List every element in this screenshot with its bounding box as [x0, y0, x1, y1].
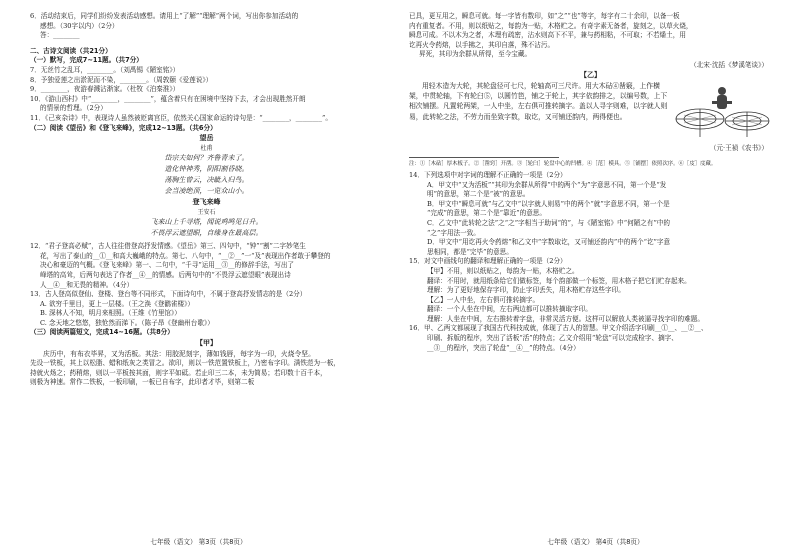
q12-line: 决心和豪迈的气概。《登飞来峰》第一、二句中，“千寻”运用__③__的修辞手法，写出了 — [40, 261, 295, 270]
q14-option-a: A．甲文中“又为活板”“其印为余群从所得”中的两个“为”字意思不同，第一个是“发 — [427, 180, 667, 189]
q12-line: 峰塔的高耸，后两句表达了作者__④__的情感。后两句中的“不畏浮云遮望眼”表现出诗 — [40, 270, 291, 279]
poem2-line: 飞来山上千寻塔，闻说鸡鸣见日升。 — [150, 218, 263, 227]
q15-jia-understanding: 理解：为了更好地保存字印，防止字印丢失，用木格贮存这些字印。 — [427, 286, 625, 295]
q9: 9．________，夜游春溅沾渐家。（杜牧《泊秦淮》） — [30, 85, 180, 94]
q12-line: 人__④__和无畏的精神。（4分） — [40, 280, 134, 289]
q16-line: 印刷、拆版的程序，突出了活板“活”的特点；乙文介绍用“轮盘”可以完成检字、摘字、 — [427, 334, 678, 343]
jia-text-line: 则极为神速。常作二铁板，一板印刷，一板已自布字，此印者才毕，则第二板 — [30, 378, 255, 387]
q14-option-d: D．甲文中“用讫再火令药熔”和乙文中“字数取讫，又可铺还韵内”中的两个“讫”字意 — [427, 238, 671, 247]
q15-stem: 15．对文中画线句的翻译和理解正确的一项是（2分） — [409, 257, 567, 266]
jia-cont-line: 讫再火令药熔，以手拂之，其印自落，殊不沾污。 — [409, 40, 555, 49]
section2-sub3: （三）阅读两篇短文，完成14~16题。（共8分） — [30, 328, 174, 337]
q6-line2: 感想。（30字以内）（2分） — [40, 21, 119, 30]
q13-option-b: B. 深林人不知，明月来相照。（王维《竹里馆》） — [40, 309, 181, 318]
q6-answer: 答：________ — [40, 31, 80, 40]
section2-sub2: （二）阅读《望岳》和《登飞来峰》，完成12~13题。（共6分） — [30, 123, 217, 132]
poem1-title: 望岳 — [199, 134, 214, 143]
jia-text-line: 持就火炀之；药稍熔，则以一平板按其面，则字平如砥。若止印三二本，未为简易；若印数十百千本， — [30, 368, 327, 377]
yi-text: 用轻木造为大轮，其轮盘径可七尺，轮轴高可三尺许。用大木砧④凿竅，上作横架，中贯轮轴，下有轮臼⑤，以圆竹笆，铺之于轮上，其字依韵排之，以编号数，上下相次铺摆。凡置轮两架，一人中坐，左右俱可推转摘字。盖以人寻字则难，以字就人则易，此转轮之法，不劳力而坐致字数，取讫，又可铺还韵内，两得便也。 — [409, 81, 668, 121]
q15-yi-sentence: 【乙】一人中坐，左右俱可推转摘字。 — [427, 295, 540, 304]
q14-option-a-cont: 明”的意思，第二个是“被”的意思。 — [427, 190, 530, 199]
q15-jia-translation: 翻译：不用时，就用纸条给它们做标签，每个韵部做一个标签，用木格子把它们贮存起来。 — [427, 276, 691, 285]
poem1-line: 造化钟神秀，阴阳割昏晓。 — [164, 165, 249, 174]
q8: 8．予独爱莲之出淤泥而不染，________。（周敦颐《爱莲说》） — [30, 75, 213, 84]
poem1-author: 杜甫 — [200, 145, 213, 153]
jia-cont-line: 内有重复者。不用，则以纸贴之，每韵为一贴，木格贮之。有奇字素无备者，旋刻之，以草火烧， — [409, 21, 693, 30]
q14-option-c: C．乙文中“此转轮之法”之“之”字相当于助词“的”，与《陋室铭》中“何陋之有”中的 — [427, 218, 671, 227]
jia-cont-line: 瞬息可成。不以木为之者，木理有疏密，沾水则高下不平，兼与药相粘，不可取；不若燔土，用 — [409, 31, 686, 40]
q14-option-b-cont: “完成”的意思，第二个是“靠近”的意思。 — [427, 209, 546, 218]
page-footer-left: 七年级（语文） 第3页（共8页） — [150, 538, 247, 546]
yi-passage — [409, 81, 772, 143]
notes: 注：①［木砧］厚木板子。②［凿窍］开凿。③［轮臼］轮盘中心的凹槽。④［范］模具。⑤［铺摆］依照次序。⑥［庋］庋藏。 — [409, 160, 717, 167]
poem2-line: 不畏浮云遮望眼，自缘身在最高层。 — [150, 229, 263, 238]
q16-line: 16．甲、乙两文都展现了我国古代科技成就，体现了古人的智慧。甲文介绍活字印刷__①__、__②__、 — [409, 324, 708, 333]
jia-source: （北宋·沈括《梦溪笔谈》） — [690, 60, 768, 69]
q13-option-c: C. 念天地之悠悠，独怆然而涕下。（陈子昂《登幽州台歌》） — [40, 318, 214, 327]
poem1-line: 会当凌绝顶，一览众山小。 — [164, 187, 249, 196]
q14-option-c-cont: “之”字用法一致。 — [427, 228, 480, 237]
q13-option-a: A. 欲穷千里目，更上一层楼。（王之涣《登鹳雀楼》） — [40, 299, 195, 308]
poem1-line: 荡胸生曾云，决眦入归鸟。 — [164, 176, 249, 185]
q14-stem: 14．下列选项中对字词的理解不正确的一项是（2分） — [409, 170, 567, 179]
poem1-line: 岱宗夫如何？齐鲁青未了。 — [164, 154, 249, 163]
right-page — [397, 0, 794, 558]
q14-option-b: B．甲文中“瞬息可就”与乙文中“以字就人则易”中的两个“就”字意思不同，第一个是 — [427, 199, 670, 208]
q11: 11．《己亥杂诗》中，表现诗人虽然被贬离宫臣，依然关心国家命运的诗句是：“________，________”。 — [30, 113, 332, 122]
section2-title: 二、古诗文阅读（共21分） — [30, 46, 112, 55]
q15-jia-sentence: 【甲】不用，则以纸贴之，每韵为一贴，木格贮之。 — [427, 266, 579, 275]
q13-stem: 13．古人登高似登仙、登楼、登台等不同形式，下面诗句中，不属于登高抒发情志的是（2分） — [30, 290, 307, 299]
q7: 7．无丝竹之乱耳，________。（刘禹锡《陋室铭》） — [30, 65, 180, 74]
page-footer-right: 七年级（语文） 第4页（共8页） — [547, 538, 644, 546]
q14-option-d-cont: 思相同，都是“完毕”的意思。 — [427, 247, 513, 256]
q10-line2: 的情景的哲理。（2分） — [40, 104, 107, 113]
poem2-title: 登飞来峰 — [192, 198, 221, 207]
yi-label: 【乙】 — [580, 70, 601, 79]
poem2-author: 王安石 — [197, 209, 216, 217]
jia-text-line: 先设一铁板，其上以松脂、蜡和纸灰之类冒之。欲印，则以一铁范置铁板上，乃密布字印。满铁范为一板， — [30, 359, 340, 368]
q10-line1: 10．《游山西村》中“________，________”，蕴含着只有在困境中坚持下去，才会出现胜然开朗 — [30, 94, 306, 103]
yi-source: （元·王祯《农书》） — [709, 143, 768, 152]
q15-yi-translation: 翻译：一个人坐在中间，左右两边都可以推转摘取字印。 — [427, 305, 592, 314]
section2-sub1: （一）默写，完成7~11题。（共7分） — [30, 56, 143, 65]
q6-line1: 6．活动结束后，同学们纷纷发表活动感想。请用上“了解”“理解”两个词，写出你参加活动的 — [30, 12, 299, 20]
jia-label: 【甲】 — [196, 339, 217, 348]
q15-yi-understanding: 理解：人坐在中间，左右推转着字盘，非常灵活方便。这样可以解放人类被逼寻找字印的难题。 — [427, 314, 704, 323]
jia-cont-line: 昇死，其印为余群从所得，至今宝藏。 — [419, 50, 532, 59]
rotating-type-wheel-illustration — [672, 81, 772, 139]
notes-divider — [409, 157, 559, 158]
q16-line: __③__的程序，突出了轮盘“__④__”的特点。（4分） — [427, 343, 580, 352]
jia-text-line: 庆历中，有布衣毕昇，又为活板。其法：用胶泥刻字，薄如钱唇，每字为一印，火烧令坚。 — [43, 350, 315, 359]
q12-line: 12．“君子登高必赋”，古人往往借登高抒发情感。《望岳》第三、四句中，“钟”“割”二字妙笔生 — [30, 242, 306, 251]
jia-cont-line: 已具，更互用之，瞬息可就。每一字皆有数印，如“之”“也”等字，每字有二十余印，以备一板 — [409, 12, 680, 20]
q12-line: 花，写出了泰山的__①__和高大巍峨的特点。第七、八句中，“__②__”一“及”表现出作者敢于攀登的 — [40, 251, 331, 260]
